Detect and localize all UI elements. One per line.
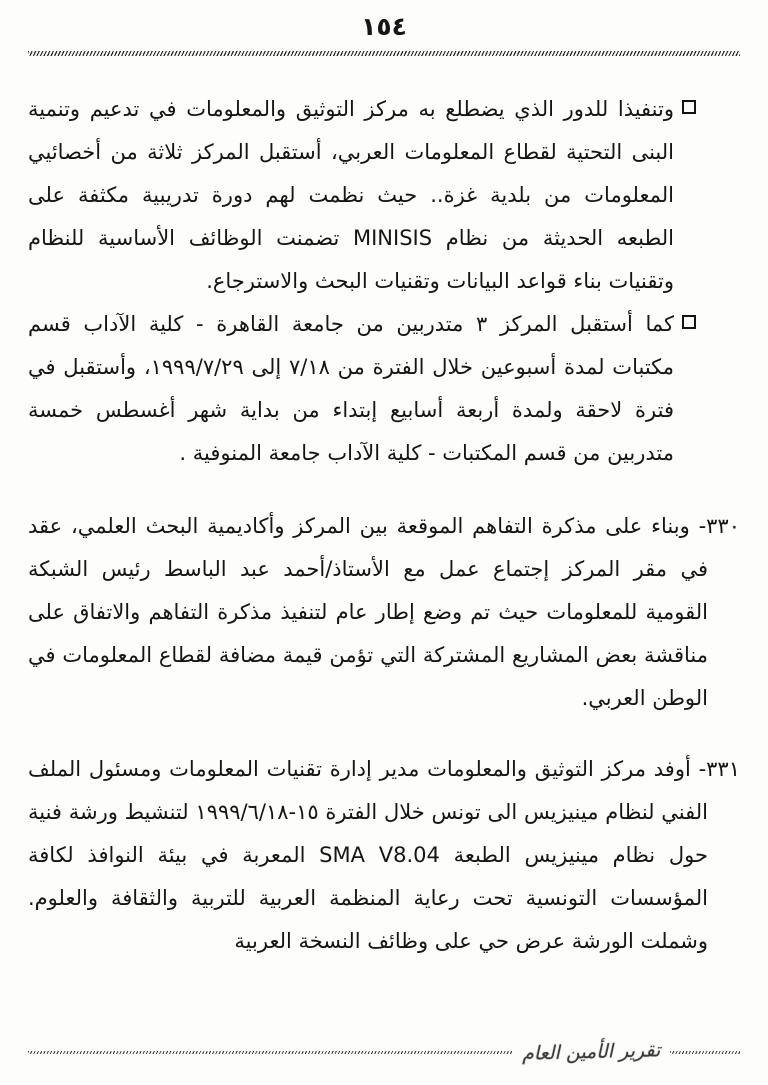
paragraph-331 — [28, 748, 740, 963]
footer-dash-rule — [670, 1051, 740, 1054]
paragraph-330 — [28, 505, 740, 720]
footer-inscription: تقرير الأمين العام — [521, 1039, 661, 1065]
bullet-item-text: كما أستقبل المركز ٣ متدربين من جامعة القاهرة - كلية الآداب قسم مكتبات لمدة أسبوعين خلال الفترة من ٧/١٨ إلى ١٩٩٩/٧/٢٩، وأستقبل في فترة لاحقة ولمدة أربعة أسابيع إبتداء من بداية شهر أغسطس خمسة متدربين من قسم المكتبات - كلية الآداب جامعة المنوفية . — [28, 312, 674, 465]
square-bullet-icon — [682, 100, 696, 114]
paragraph-text: أوفد مركز التوثيق والمعلومات مدير إدارة تقنيات المعلومات ومسئول الملف الفني لنظام مينيزيس الى تونس خلال الفترة ١٥-١٩٩٩/٦/١٨ لتنشيط ورشة فنية حول نظام مينيزيس الطبعة SMA V8.04 المعربة في بيئة النوافذ لكافة المؤسسات التونسية تحت رعاية المنظمة العربية للتربية والثقافة والعلوم. وشملت الورشة عرض حي على وظائف النسخة العربية — [28, 757, 708, 953]
body-text — [28, 88, 740, 963]
bullet-item — [28, 88, 696, 303]
bullet-item — [28, 303, 696, 475]
paragraph-text: وبناء على مذكرة التفاهم الموقعة بين المركز وأكاديمية البحث العلمي، عقد في مقر المركز إجتماع عمل مع الأستاذ/أحمد عبد الباسط رئيس الشبكة القومية للمعلومات حيث تم وضع إطار عام لتنفيذ مذكرة التفاهم والاتفاق على مناقشة بعض المشاريع المشتركة التي تؤمن قيمة مضافة لقطاع المعلومات في الوطن العربي. — [28, 514, 708, 710]
footer-divider-rule — [28, 1051, 512, 1054]
page-footer — [28, 1041, 740, 1063]
page-number: ١٥٤ — [361, 12, 407, 41]
paragraph-number: ٣٣١- — [698, 757, 740, 781]
bullet-item-text: وتنفيذا للدور الذي يضطلع به مركز التوثيق والمعلومات في تدعيم وتنمية البنى التحتية لقطاع المعلومات العربي، أستقبل المركز ثلاثة من أخصائيي المعلومات من بلدية غزة.. حيث نظمت لهم دورة تدريبية مكثفة على الطبعه الحديثة من نظام MINISIS تضمنت الوظائف الأساسية للنظام وتقنيات بناء قواعد البيانات وتقنيات البحث والاسترجاع. — [28, 97, 674, 293]
header-divider-rule — [28, 51, 740, 56]
square-bullet-icon — [682, 315, 696, 329]
paragraph-number: ٣٣٠- — [698, 514, 740, 538]
